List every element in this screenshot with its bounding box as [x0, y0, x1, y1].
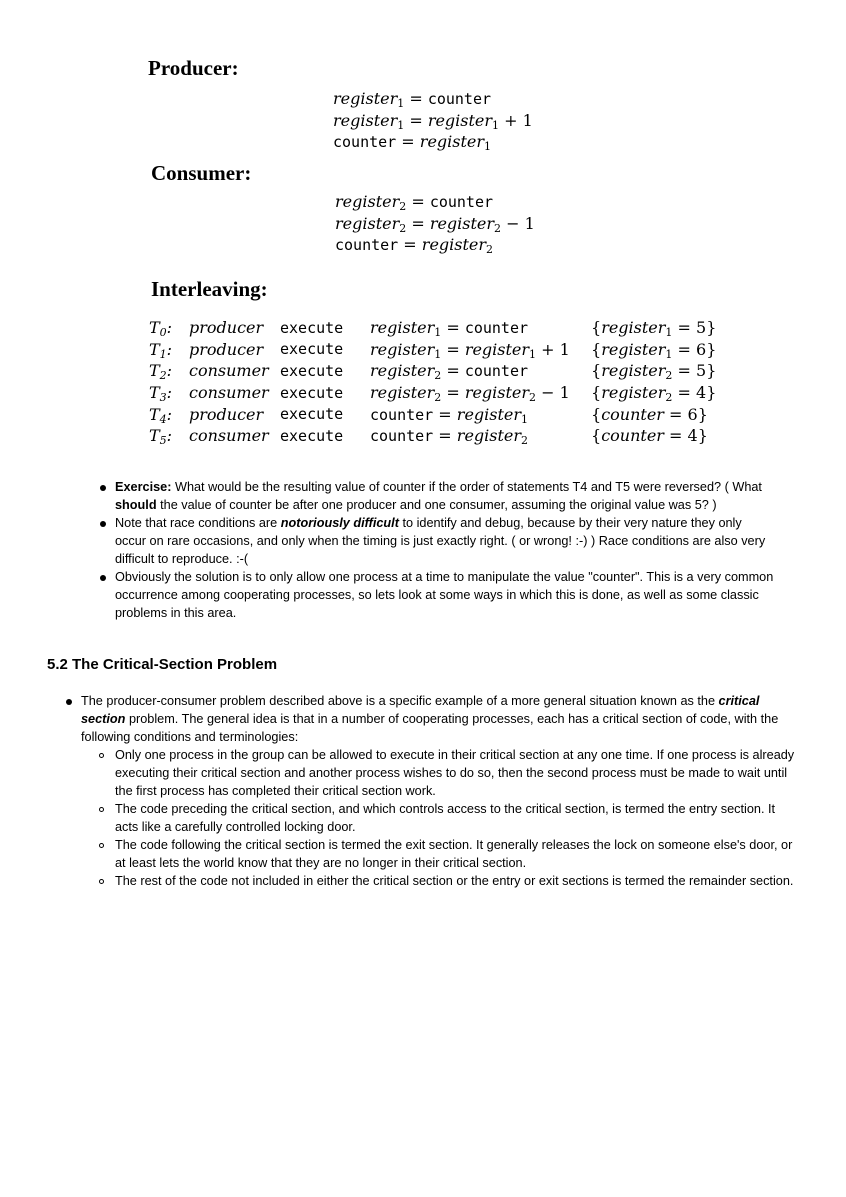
producer-line-2: register$_1$ = register$_1$ + 1 [333, 111, 533, 132]
producer-line-3: counter = register$_1$ [333, 132, 492, 153]
bullet-icon [66, 699, 72, 705]
bullet-icon [100, 521, 106, 527]
bullet-icon [100, 485, 106, 491]
consumer-line-2: register$_2$ = register$_2$ − 1 [335, 214, 535, 235]
result-value: {register$_2$ = 5} [591, 361, 717, 383]
statement: register$_1$ = counter [370, 318, 529, 340]
list-item-intro: The producer-consumer problem described above is a specific example of a more general situation known as the critical section problem. The general idea is that in a number of cooperating processes, each has a critical section of code, with the following conditions and terminologies: Only one process in the group can be allowed to execute in their critical section at any one time. If one process is already executing their critical section and another process wishes to do so, then the second process must be made to wait until the first process has completed their critical section work. The code preceding the critical section, and which controls access to the critical section, is termed the entry section. It acts like a carefully controlled locking door. The code following the critical section is termed the exit section. It generally releases the lock on someone else's door, or at least lets the world know that they are no longer in their critical section. The rest of the code not included in either the critical section or the entry or exit sections is termed the remainder section. [62, 692, 797, 890]
time-step: $T_2$: [149, 361, 173, 383]
action-label: execute [280, 405, 344, 424]
action-label: execute [280, 340, 344, 359]
consumer-heading: Consumer: [151, 161, 252, 185]
time-step: $T_4$: [149, 404, 173, 426]
process-name: producer [189, 318, 264, 338]
section-body [62, 692, 797, 890]
statement: register$_1$ = register$_1$ + 1 [370, 339, 570, 361]
statement: register$_2$ = counter [370, 361, 529, 383]
interleaving-row [149, 425, 716, 447]
bullet-icon [100, 575, 106, 581]
list-item-solution: Obviously the solution is to only allow one process at a time to manipulate the value "counter". This is a very common occurrence among cooperating processes, so lets look at some ways in which this is done, as well as some classic problems in this area. [96, 568, 776, 622]
result-value: {counter = 6} [591, 404, 708, 424]
process-name: consumer [189, 361, 269, 381]
consumer-line-3: counter = register$_2$ [335, 235, 494, 256]
result-value: {register$_1$ = 5} [591, 318, 717, 340]
producer-equations [333, 88, 533, 153]
producer-line-1: register$_1$ = counter [333, 89, 492, 110]
statement: register$_2$ = register$_2$ − 1 [370, 383, 570, 405]
process-name: producer [189, 339, 264, 359]
consumer-equations [335, 191, 535, 256]
action-label: execute [280, 318, 344, 337]
process-name: consumer [189, 426, 269, 446]
circle-bullet-icon [99, 753, 104, 758]
time-step: $T_1$: [149, 339, 173, 361]
action-label: execute [280, 383, 344, 402]
time-step: $T_3$: [149, 383, 173, 405]
list-item-exercise: Exercise: What would be the resulting value of counter if the order of statements T4 and T5 were reversed? ( What should the value of counter be after one producer and one consumer, assuming the original value was 5? ) [96, 478, 776, 514]
time-step: $T_0$: [149, 318, 173, 340]
sub-list [81, 746, 797, 890]
section-title: 5.2 The Critical-Section Problem [47, 656, 278, 673]
time-step: $T_5$: [149, 426, 173, 448]
sub-list-item: Only one process in the group can be allowed to execute in their critical section at any one time. If one process is already executing their critical section and another process wishes to do so, then the second process must be made to wait until the first process has completed their critical section work. [81, 746, 797, 800]
process-name: consumer [189, 383, 269, 403]
interleaving-row [149, 317, 716, 339]
result-value: {counter = 4} [591, 426, 708, 446]
process-name: producer [189, 404, 264, 424]
circle-bullet-icon [99, 807, 104, 812]
interleaving-row [149, 382, 716, 404]
action-label: execute [280, 361, 344, 380]
sub-list-item: The code preceding the critical section, and which controls access to the critical section, is termed the entry section. It acts like a carefully controlled locking door. [81, 800, 797, 836]
interleaving-row [149, 339, 716, 361]
sub-list-item: The rest of the code not included in either the critical section or the entry or exit sections is termed the remainder section. [81, 872, 797, 890]
sub-list-item: The code following the critical section is termed the exit section. It generally releases the lock on someone else's door, or at least lets the world know that they are no longer in their critical section. [81, 836, 797, 872]
producer-heading: Producer: [148, 56, 239, 80]
statement: counter = register$_1$ [370, 404, 529, 426]
consumer-line-1: register$_2$ = counter [335, 192, 494, 213]
interleaving-heading: Interleaving: [151, 277, 268, 301]
action-label: execute [280, 426, 344, 445]
statement: counter = register$_2$ [370, 426, 529, 448]
interleaving-row [149, 403, 716, 425]
result-value: {register$_2$ = 4} [591, 383, 717, 405]
circle-bullet-icon [99, 843, 104, 848]
interleaving-table [149, 317, 716, 447]
result-value: {register$_1$ = 6} [591, 339, 717, 361]
bullet-list [96, 478, 776, 622]
interleaving-row [149, 360, 716, 382]
circle-bullet-icon [99, 879, 104, 884]
list-item-race-conditions: Note that race conditions are notoriously difficult to identify and debug, because by their very nature they only occur on rare occasions, and only when the timing is just exactly right. ( or wrong! :-) ) Race conditions are also very difficult to reproduce. :-( [96, 514, 776, 568]
